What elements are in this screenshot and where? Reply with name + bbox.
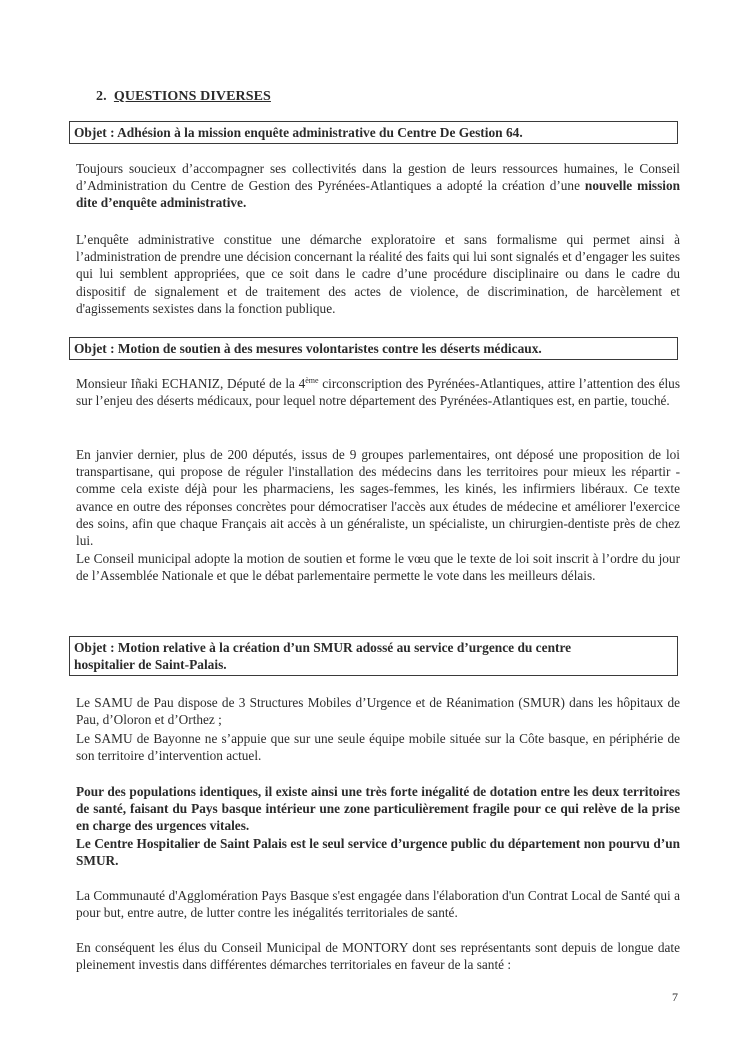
paragraph-proposition-loi: En janvier dernier, plus de 200 députés, issus de 9 groupes parlementaires, ont déposé une proposition de loi transpartisane, qui propose de réguler l'installation des médecins dans les territoires pour mieux les répartir - comme cela existe déjà pour les pharmaciens, les sages-femmes, les kinés, les infirmiers libéraux. Ce texte avance en outre des réponses concrètes pour démocratiser l'accès aux études de médecine et améliorer l'exercice des soins, afin que chaque Français ait accès à un généraliste, un spécialiste, un chirurgien-dentiste près de chez lui. — [76, 447, 680, 549]
objet-box-deserts-medicaux — [69, 337, 678, 360]
paragraph-inegalite: Pour des populations identiques, il existe ainsi une très forte inégalité de dotation entre les deux territoires de santé, faisant du Pays basque intérieur une zone particulièrement fragile pour ce qui relève de la prise en charge des urgences vitales. — [76, 784, 680, 834]
section-title: QUESTIONS DIVERSES — [113, 89, 271, 104]
objet-title-cdg64: Objet : Adhésion à la mission enquête administrative du Centre De Gestion 64. — [74, 125, 523, 140]
paragraph-samu-bayonne: Le SAMU de Bayonne ne s’appuie que sur une seule équipe mobile située sur la Côte basque, en périphérie de son territoire d’intervention actuel. — [76, 731, 680, 764]
paragraph-contrat-local: La Communauté d'Agglomération Pays Basque s'est engagée dans l'élaboration d'un Contrat Local de Santé qui a pour but, entre autre, de lutter contre les inégalités territoriales de santé. — [76, 888, 680, 921]
page-number: 7 — [672, 990, 678, 1004]
paragraph-text: Toujours soucieux d’accompagner ses collectivités dans la gestion de leurs ressources humaines, le Conseil d’Administration du Centre de Gestion des Pyrénées-Atlantiques a adopté la création d’une — [76, 161, 680, 194]
paragraph-text: circonscription des Pyrénées-Atlantiques, attire l’attention des élus sur l’enjeu des déserts médicaux, pour lequel notre département des Pyrénées-Atlantiques est, en partie, touché. — [76, 376, 680, 409]
section-heading — [96, 89, 271, 105]
objet-title-deserts-medicaux: Objet : Motion de soutien à des mesures volontaristes contre les déserts médicaux. — [74, 341, 542, 356]
paragraph-text: Monsieur Iñaki ECHANIZ, Député de la 4 — [76, 376, 306, 391]
objet-title-smur-line1: Objet : Motion relative à la création d’un SMUR adossé au service d’urgence du centre — [74, 640, 572, 655]
section-number: 2. — [96, 89, 107, 104]
superscript: ème — [305, 376, 319, 385]
objet-title-smur-line2: hospitalier de Saint-Palais. — [74, 657, 227, 672]
paragraph-bold-text: nouvelle mission dite d’enquête administrative. — [76, 178, 680, 211]
paragraph-saint-palais: Le Centre Hospitalier de Saint Palais est le seul service d’urgence public du département non pourvu d’un SMUR. — [76, 836, 680, 869]
paragraph-samu-pau: Le SAMU de Pau dispose de 3 Structures Mobiles d’Urgence et de Réanimation (SMUR) dans les hôpitaux de Pau, d’Oloron et d’Orthez ; — [76, 695, 680, 728]
paragraph-cdg64-intro — [76, 160, 680, 212]
objet-box-smur — [69, 636, 678, 676]
paragraph-enquete: L’enquête administrative constitue une démarche exploratoire et sans formalisme qui permet ainsi à l’administration de prendre une décision concernant la réalité des faits qui lui sont signalés et d’engager les suites qui lui semblent appropriées, que ce soit dans le cadre d’une procédure disciplinaire ou dans le cadre du dispositif de signalement et de traitement des actes de violence, de discrimination, de harcèlement et d'agissements sexistes dans la fonction publique. — [76, 232, 680, 316]
objet-box-cdg64 — [69, 121, 678, 144]
paragraph-depute — [76, 375, 680, 409]
paragraph-montory: En conséquent les élus du Conseil Municipal de MONTORY dont ses représentants sont depuis de longue date pleinement investis dans différentes démarches territoriales en faveur de la santé : — [76, 940, 680, 973]
paragraph-conseil-motion: Le Conseil municipal adopte la motion de soutien et forme le vœu que le texte de loi soit inscrit à l’ordre du jour de l’Assemblée Nationale et que le débat parlementaire permette le vote dans les meilleurs délais. — [76, 551, 680, 584]
